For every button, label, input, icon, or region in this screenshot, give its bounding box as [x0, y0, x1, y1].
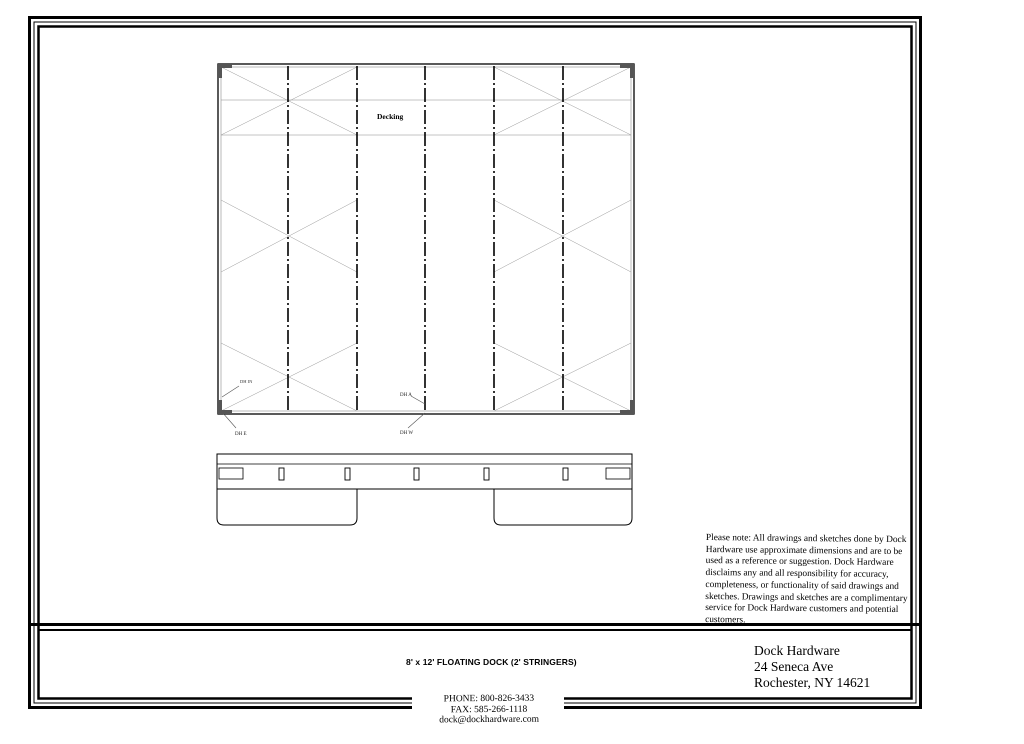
- contact-info: [410, 693, 568, 726]
- label-dh-e: DH E: [235, 432, 247, 437]
- drawing-title: 8' x 12' FLOATING DOCK (2' STRINGERS): [406, 657, 577, 667]
- company-city: Rochester, NY 14621: [754, 675, 871, 690]
- x-bracing: [221, 67, 631, 411]
- disclaimer-note: Please note: All drawings and sketches done by Dock Hardware use approximate dimensions and are to be used as a reference or suggestion. Dock Hardware disclaims any and all responsibility for accuracy, completeness, or functionality of said drawings and sketches. Drawings and sketches are a complimentary service for Dock Hardware customers and potential customers.: [705, 533, 908, 626]
- corner-brackets: [218, 64, 634, 414]
- leader-lines: [222, 386, 425, 428]
- float-right: [494, 489, 632, 525]
- dock-side-elevation: [217, 454, 632, 525]
- stringers: [288, 66, 563, 413]
- company-street: 24 Seneca Ave: [754, 659, 834, 674]
- phone-number: PHONE: 800-826-3433: [443, 693, 535, 705]
- company-name: Dock Hardware: [754, 643, 840, 658]
- email-link[interactable]: dock@dockhardware.com: [439, 714, 539, 726]
- label-dh-w: DH W: [400, 431, 414, 436]
- fax-number: FAX: 585-266-1118: [450, 704, 528, 715]
- float-left: [217, 489, 357, 525]
- label-dh-a: DH A: [400, 393, 412, 398]
- decking-label: Decking: [377, 112, 404, 121]
- label-dh-in: DH IN: [240, 379, 253, 384]
- stringer-ends: [279, 468, 568, 480]
- company-address: [754, 643, 870, 691]
- dock-plan-view: [218, 64, 634, 428]
